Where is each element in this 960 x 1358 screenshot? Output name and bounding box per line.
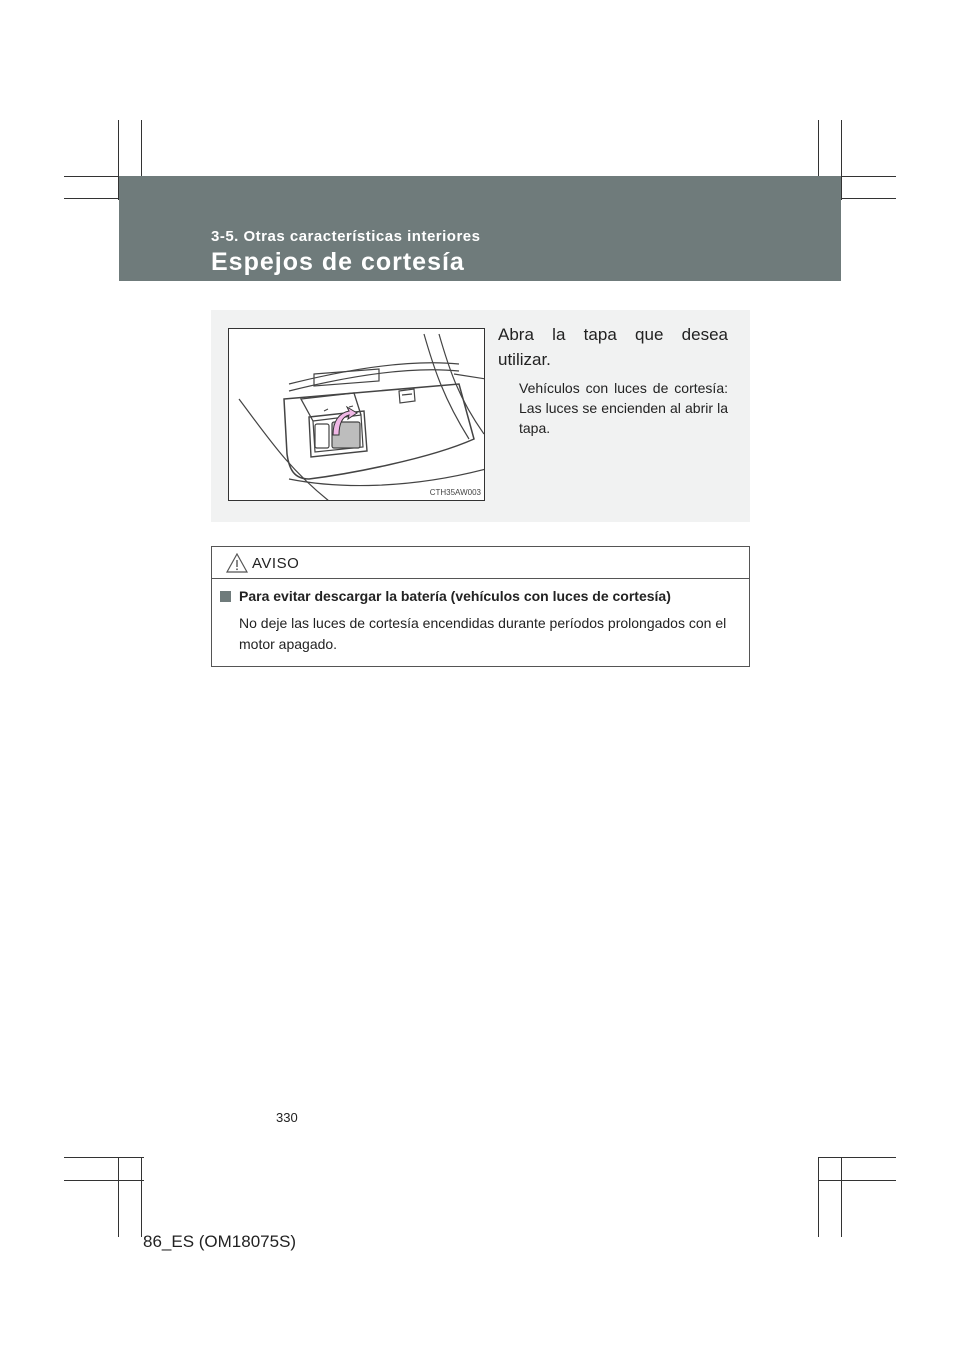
- warning-heading: Para evitar descargar la batería (vehículos con luces de cortesía): [239, 588, 671, 604]
- crop-mark: [818, 1180, 896, 1181]
- crop-mark: [841, 1157, 842, 1237]
- warning-label: AVISO: [252, 555, 300, 572]
- crop-mark: [841, 120, 842, 200]
- page-number: 330: [276, 1110, 298, 1125]
- crop-mark: [64, 1180, 144, 1181]
- warning-triangle-icon: [226, 553, 248, 573]
- crop-mark: [818, 1157, 896, 1158]
- page-title: Espejos de cortesía: [211, 248, 465, 276]
- crop-mark: [818, 1157, 819, 1237]
- sun-visor-drawing: [229, 329, 485, 501]
- crop-mark: [141, 1157, 142, 1237]
- figure-code: CTH35AW003: [429, 488, 481, 497]
- crop-mark: [64, 1157, 144, 1158]
- crop-mark: [118, 1157, 119, 1237]
- document-code: 86_ES (OM18075S): [143, 1232, 297, 1251]
- figure-panel: [211, 310, 750, 522]
- step-note: Vehículos con luces de cortesía: Las luces se encienden al abrir la tapa.: [519, 380, 728, 436]
- vanity-mirror-illustration: [228, 328, 485, 501]
- warning-body: No deje las luces de cortesía encendidas durante períodos prolongados con el motor apagado.: [239, 615, 727, 652]
- step-instruction: Abra la tapa que desea utilizar.: [498, 325, 728, 369]
- warning-box: [211, 546, 750, 667]
- bullet-square-icon: [220, 591, 231, 602]
- section-label: 3-5. Otras características interiores: [211, 228, 481, 245]
- warning-header: [212, 547, 749, 579]
- header-band: [119, 176, 841, 281]
